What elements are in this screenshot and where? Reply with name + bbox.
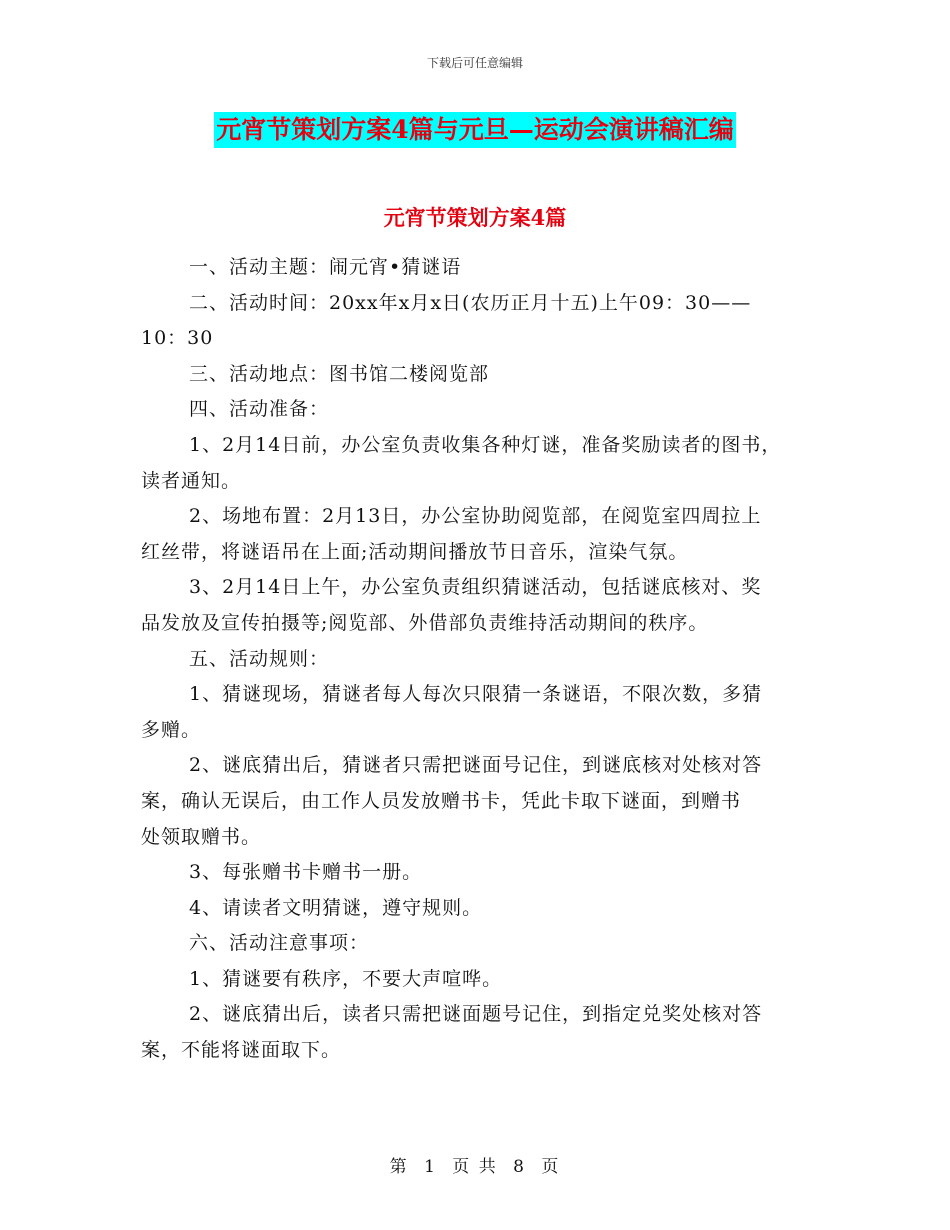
paragraph-line: 案，不能将谜面取下。 bbox=[141, 1039, 342, 1062]
paragraph-line: 红丝带，将谜语吊在上面;活动期间播放节日音乐，渲染气氛。 bbox=[141, 540, 689, 563]
total-pages: 8 bbox=[513, 1157, 526, 1177]
paragraph bbox=[141, 250, 809, 286]
paragraph-line: 2、谜底猜出后，猜谜者只需把谜面号记住，到谜底核对处核对答 bbox=[189, 754, 763, 777]
paragraph bbox=[141, 855, 809, 891]
paragraph-line: 一、活动主题：闹元宵•猜谜语 bbox=[189, 256, 462, 278]
paragraph bbox=[141, 357, 809, 393]
paragraph-line: 10：30 bbox=[141, 327, 214, 350]
header-note: 下载后可任意编辑 bbox=[426, 56, 523, 70]
paragraph bbox=[141, 499, 809, 570]
paragraph-line: 处领取赠书。 bbox=[141, 825, 262, 848]
paragraph-line: 五、活动规则： bbox=[189, 647, 330, 670]
paragraph bbox=[141, 428, 809, 499]
paragraph bbox=[141, 962, 809, 998]
paragraph-line: 四、活动准备： bbox=[189, 398, 330, 421]
section-title: 元宵节策划方案4篇 bbox=[383, 205, 567, 230]
paragraph-line: 案，确认无误后，由工作人员发放赠书卡，凭此卡取下谜面，到赠书 bbox=[141, 789, 742, 812]
paragraph-line: 3、2月14日上午，办公室负责组织猜谜活动，包括谜底核对、奖 bbox=[189, 576, 762, 599]
paragraph-line: 1、2月14日前，办公室负责收集各种灯谜，准备奖励读者的图书， bbox=[189, 433, 782, 456]
paragraph-line: 品发放及宣传拍摄等;阅览部、外借部负责维持活动期间的秩序。 bbox=[141, 611, 709, 634]
paragraph-line: 多赠。 bbox=[141, 718, 202, 741]
paragraph bbox=[141, 926, 809, 962]
page-footer bbox=[0, 1152, 950, 1177]
paragraph-line: 4、请读者文明猜谜，遵守规则。 bbox=[189, 896, 483, 919]
paragraph-line: 读者通知。 bbox=[141, 469, 242, 492]
paragraph-line: 2、场地布置：2月13日，办公室协助阅览部，在阅览室四周拉上 bbox=[189, 505, 762, 528]
document-title-wrap bbox=[0, 112, 950, 148]
paragraph-line: 2、谜底猜出后，读者只需把谜面题号记住，到指定兑奖处核对答 bbox=[189, 1003, 763, 1026]
document-body bbox=[141, 250, 809, 1069]
page-label-mid: 页 共 bbox=[452, 1157, 498, 1177]
paragraph-line: 1、猜谜现场，猜谜者每人每次只限猜一条谜语，不限次数，多猜 bbox=[189, 683, 763, 706]
paragraph bbox=[141, 286, 809, 357]
paragraph-line: 3、每张赠书卡赠书一册。 bbox=[189, 861, 423, 884]
paragraph bbox=[141, 997, 809, 1068]
page-label-prefix: 第 bbox=[389, 1157, 409, 1177]
paragraph bbox=[141, 677, 809, 748]
page-label-suffix: 页 bbox=[541, 1157, 561, 1177]
paragraph-line: 二、活动时间：20xx年x月x日(农历正月十五)上午09：30—— bbox=[189, 291, 752, 314]
paragraph bbox=[141, 748, 809, 855]
paragraph bbox=[141, 570, 809, 641]
paragraph bbox=[141, 392, 809, 428]
paragraph-line: 六、活动注意事项： bbox=[189, 932, 370, 955]
paragraph-line: 1、猜谜要有秩序，不要大声喧哗。 bbox=[189, 967, 503, 990]
paragraph-line: 三、活动地点：图书馆二楼阅览部 bbox=[189, 362, 490, 385]
paragraph bbox=[141, 642, 809, 678]
document-title: 元宵节策划方案4篇与元旦—运动会演讲稿汇编 bbox=[214, 112, 735, 148]
page-number: 1 bbox=[424, 1157, 437, 1177]
paragraph bbox=[141, 891, 809, 927]
